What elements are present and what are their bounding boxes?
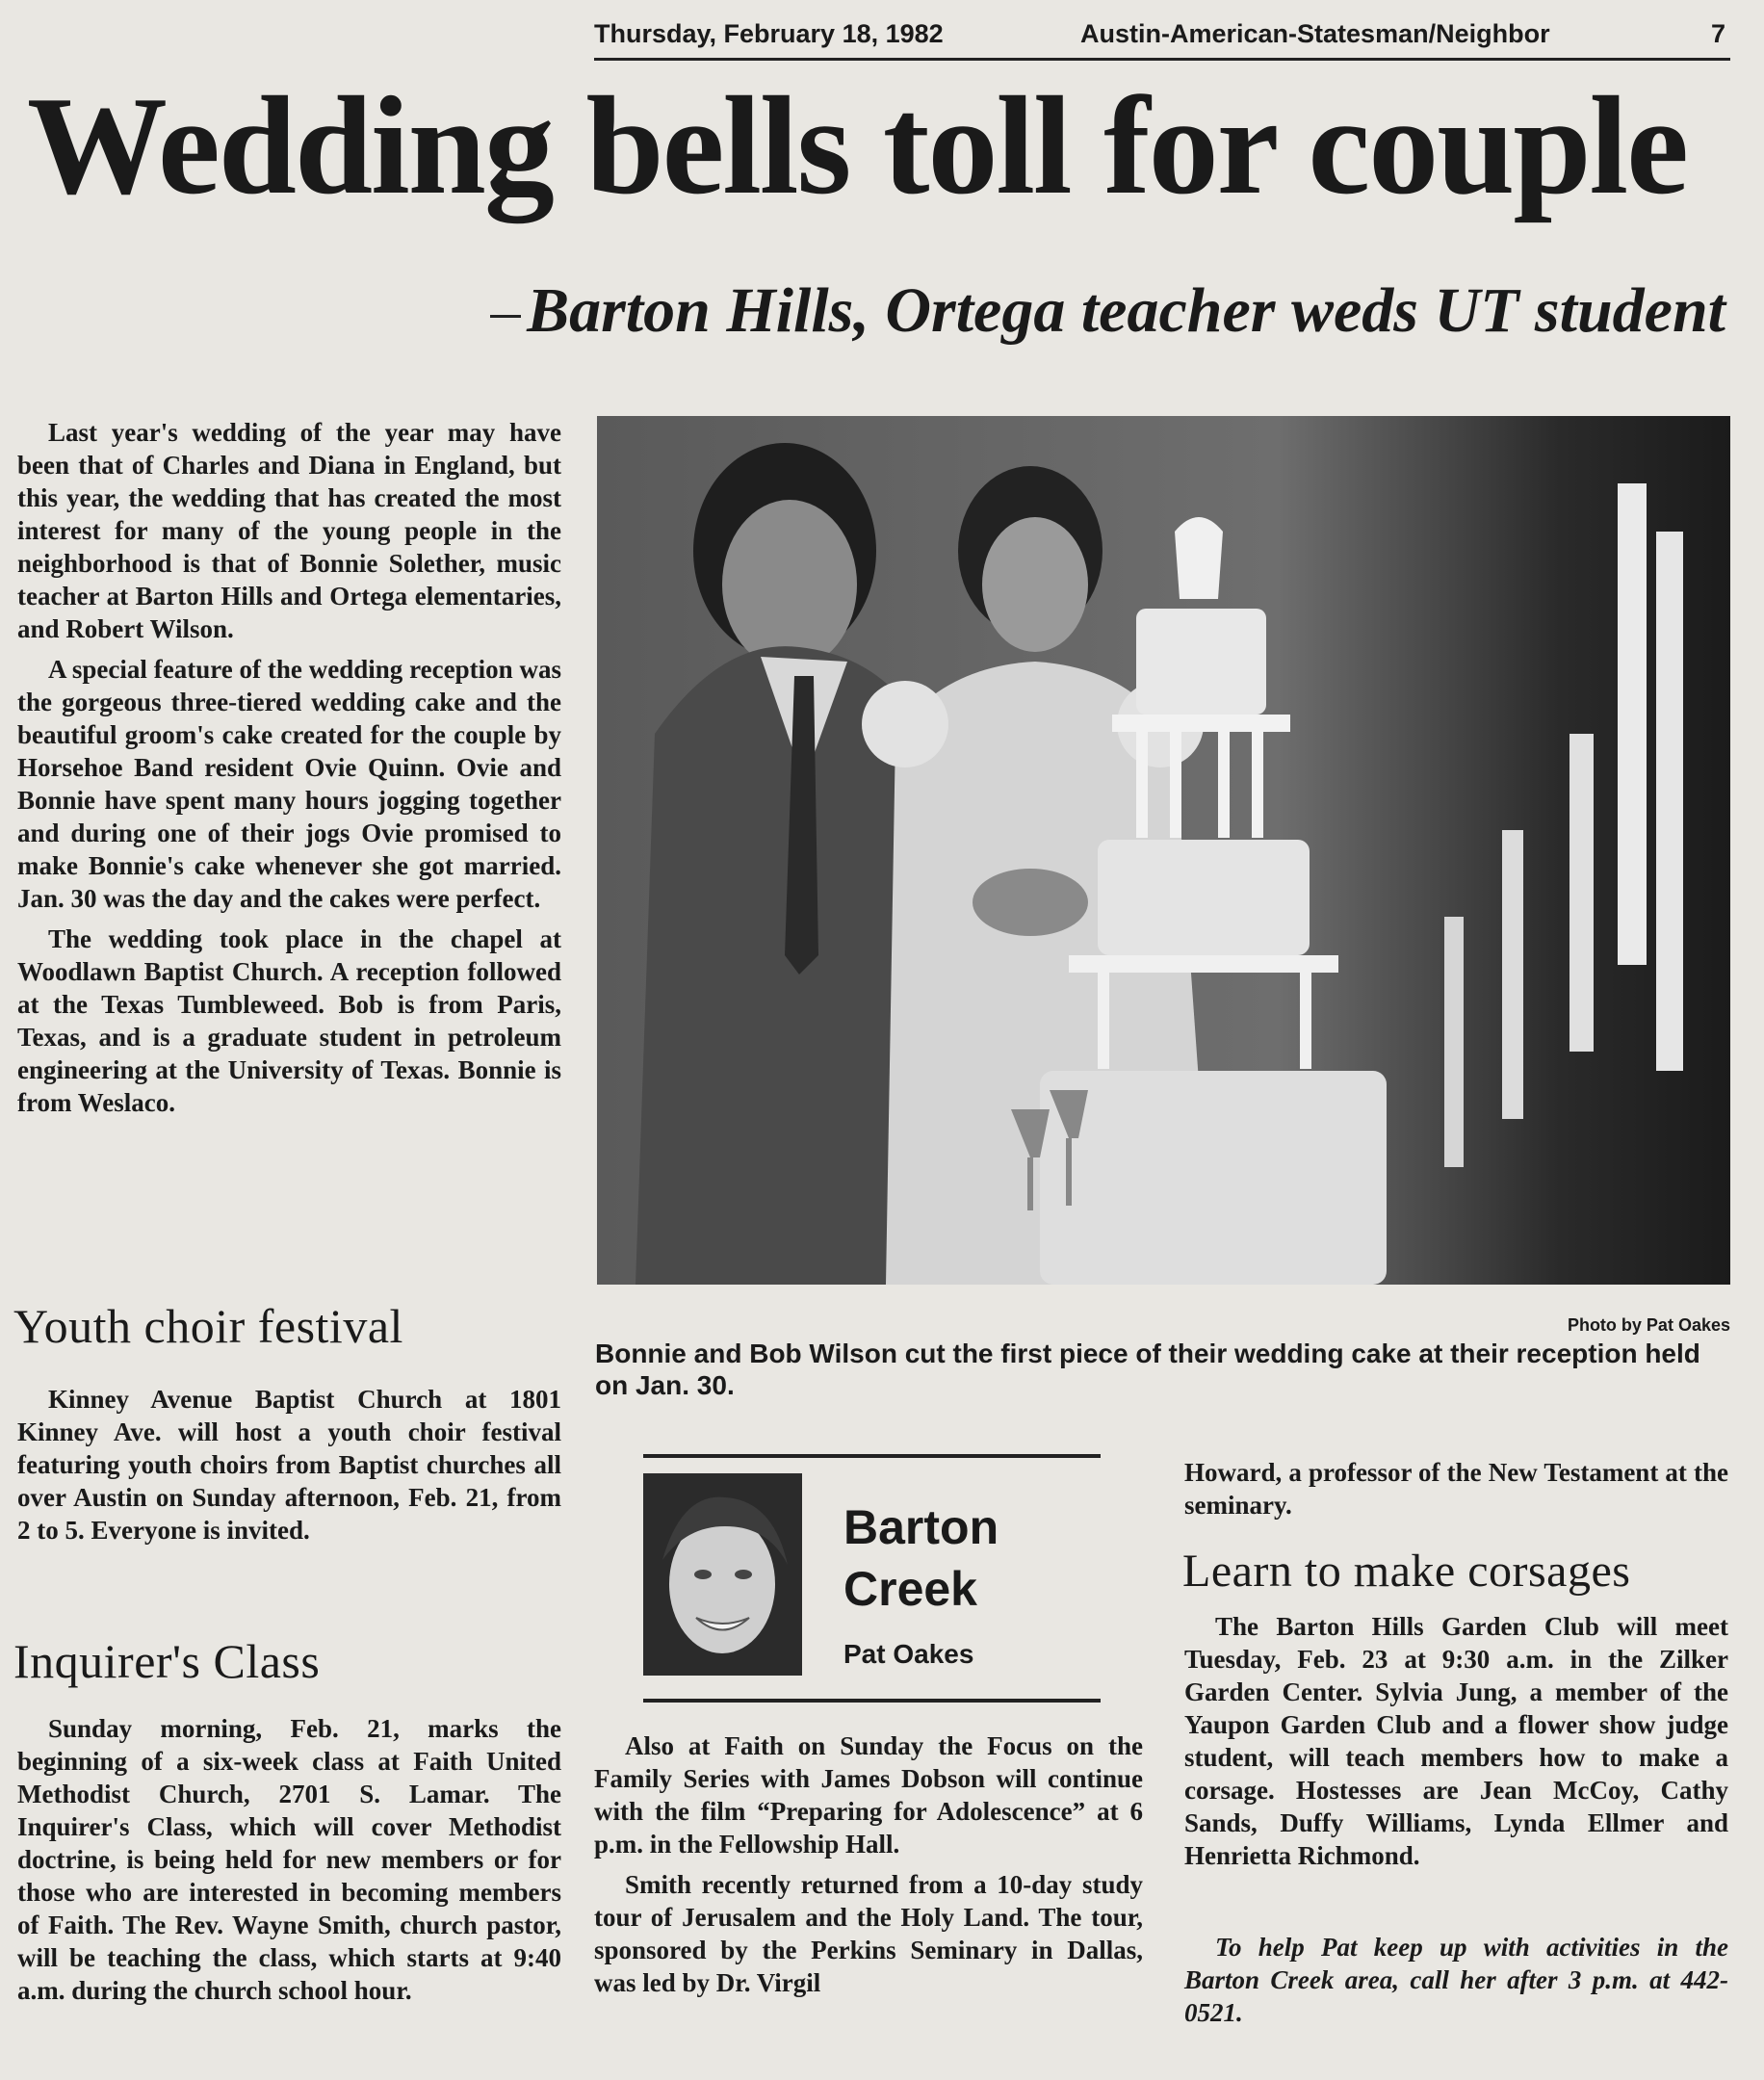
youth-choir-story	[17, 1383, 561, 1554]
subheadline: Barton Hills, Ortega teacher weds UT student	[490, 279, 1725, 343]
headline: Wedding bells toll for couple	[27, 67, 1687, 223]
corsage-story	[1184, 1610, 1728, 1880]
story-paragraph: A special feature of the wedding reception was the gorgeous three-tiered wedding cake and the beautiful groom's cake created for the couple by Horsehoe Band resident Ovie Quinn. Ovie and Bonnie have spent many hours jogging together and during one of their jogs Ovie promised to make Bonnie's cake whenever she got married. Jan. 30 was the day and the cakes were perfect.	[17, 655, 561, 913]
story-paragraph: Last year's wedding of the year may have been that of Charles and Diana in England, but this year, the wedding that has created the most interest for many of the young people in the neighborhood is that of Bonnie Solether, music teacher at Barton Hills and Ortega elementaries, and Robert Wilson.	[17, 418, 561, 643]
column-name: Barton Creek	[843, 1500, 999, 1616]
wedding-photo	[597, 416, 1730, 1285]
closing-note	[1184, 1931, 1728, 2037]
issue-date: Thursday, February 18, 1982	[594, 19, 944, 48]
columnist-photo-image	[643, 1473, 802, 1676]
story-paragraph: The Barton Hills Garden Club will meet Tuesday, Feb. 23 at 9:30 a.m. in the Zilker Garden Center. Sylvia Jung, a member of the Yaupon Garden Club and a flower show judge student, will teach members how to make a corsage. Hostesses are Jean McCoy, Cathy Sands, Duffy Williams, Lynda Ellmer and Henrietta Richmond.	[1184, 1612, 1728, 1870]
inquirers-class-heading: Inquirer's Class	[13, 1634, 321, 1688]
youth-choir-heading: Youth choir festival	[13, 1299, 403, 1353]
story-paragraph: Also at Faith on Sunday the Focus on the Family Series with James Dobson will continue with the film “Preparing for Adolescence” at 6 p.m. in the Fellowship Hall.	[594, 1731, 1143, 1859]
columnist-box	[643, 1454, 1101, 1703]
photo-caption: Bonnie and Bob Wilson cut the first piece of their wedding cake at their reception held on Jan. 30.	[595, 1339, 1700, 1400]
newspaper-name: Austin-American-Statesman/Neighbor	[1080, 19, 1550, 48]
story-paragraph: To help Pat keep up with activities in the Barton Creek area, call her after 3 p.m. at 442-0521.	[1184, 1933, 1728, 2027]
photo-credit: Photo by Pat Oakes	[1567, 1315, 1730, 1335]
page-header	[594, 10, 1730, 61]
column-right-text	[1184, 1456, 1728, 1529]
corsage-heading: Learn to make corsages	[1182, 1546, 1631, 1597]
wedding-story	[17, 416, 561, 1127]
story-paragraph: The wedding took place in the chapel at Woodlawn Baptist Church. A reception followed at the Texas Tumbleweed. Bob is from Paris, Texas, and is a graduate student in petroleum engineering at the University of Texas. Bonnie is from Weslaco.	[17, 924, 561, 1117]
columnist-photo	[643, 1473, 802, 1676]
story-paragraph: Kinney Avenue Baptist Church at 1801 Kinney Ave. will host a youth choir festival featuring youth choirs from Baptist churches all over Austin on Sunday afternoon, Feb. 21, from 2 to 5. Everyone is invited.	[17, 1385, 561, 1545]
wedding-photo-image	[597, 416, 1730, 1285]
story-paragraph: Howard, a professor of the New Testament at the seminary.	[1184, 1458, 1728, 1520]
story-paragraph: Sunday morning, Feb. 21, marks the beginning of a six-week class at Faith United Methodist Church, 2701 S. Lamar. The Inquirer's Class, which will cover Methodist doctrine, is being held for new members or for those who are interested in becoming members of Faith. The Rev. Wayne Smith, church pastor, will be teaching the class, which starts at 9:40 a.m. during the church school hour.	[17, 1714, 561, 2005]
story-paragraph: Smith recently returned from a 10-day study tour of Jerusalem and the Holy Land. The tour, sponsored by the Perkins Seminary in Dallas, was led by Dr. Virgil	[594, 1870, 1143, 1997]
column-middle-text	[594, 1729, 1143, 2007]
inquirers-class-story	[17, 1712, 561, 2015]
page-number: 7	[1710, 19, 1725, 48]
column-author: Pat Oakes	[843, 1639, 974, 1669]
